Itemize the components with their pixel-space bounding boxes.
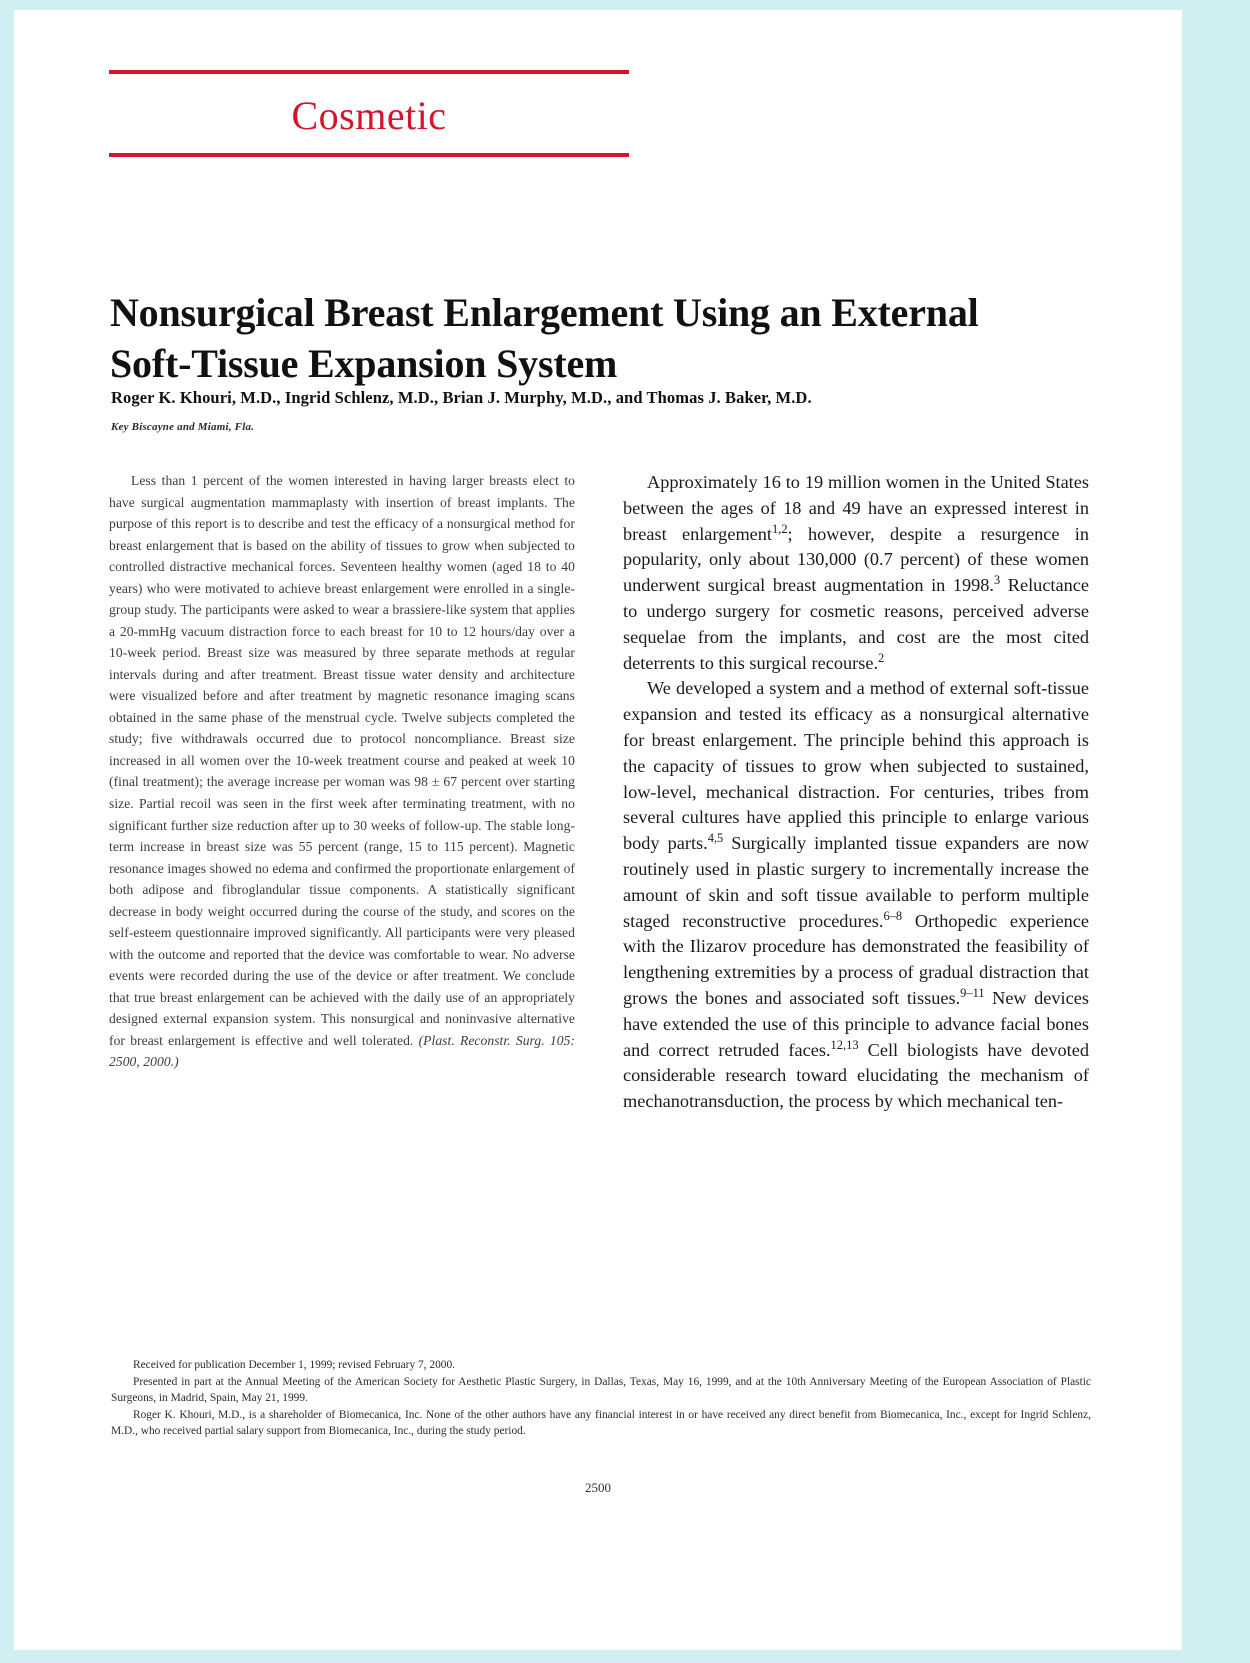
body-p2-part4: New devices have extended the use of this principle to advance facial bones and correct retruded faces. <box>623 987 1089 1060</box>
abstract-paragraph <box>109 470 575 1073</box>
citation-ref-3: 3 <box>994 573 1001 588</box>
abstract-text: Less than 1 percent of the women interested in having larger breasts elect to have surgical augmentation mammaplasty with insertion of breast implants. The purpose of this report is to describe and test the efficacy of a nonsurgical method for breast enlargement that is based on the ability of tissues to grow when subjected to controlled distractive mechanical forces. Seventeen healthy women (aged 18 to 40 years) who were motivated to achieve breast enlargement were enrolled in a single-group study. The participants were asked to wear a brassiere-like system that applies a 20-mmHg vacuum distraction force to each breast for 10 to 12 hours/day over a 10-week period. Breast size was measured by three separate methods at regular intervals during and after treatment. Breast tissue water density and architecture were visualized before and after treatment by magnetic resonance imaging scans obtained in the same phase of the menstrual cycle. Twelve subjects completed the study; five withdrawals occurred due to protocol noncompliance. Breast size increased in all women over the 10-week treatment course and peaked at week 10 (final treatment); the average increase per woman was 98 ± 67 percent over starting size. Partial recoil was seen in the first week after terminating treatment, with no significant further size reduction after up to 30 weeks of follow-up. The stable long-term increase in breast size was 55 percent (range, 15 to 115 percent). Magnetic resonance images showed no edema and confirmed the proportionate enlargement of both adipose and fibroglandular tissue components. A statistically significant decrease in body weight occurred during the course of the study, and scores on the self-esteem questionnaire improved significantly. All participants were very pleased with the outcome and reported that the device was comfortable to wear. No adverse events were recorded during the use of the device or after treatment. We conclude that true breast enlargement can be achieved with the daily use of an appropriately designed external expansion system. This nonsurgical and noninvasive alternative for breast enlargement is effective and well tolerated. <box>109 473 575 1048</box>
section-rule-bottom <box>109 153 629 157</box>
body-paragraph-2 <box>623 676 1089 1115</box>
author-affiliation: Key Biscayne and Miami, Fla. <box>111 421 255 433</box>
body-p2-part1: We developed a system and a method of external soft-tissue expansion and tested its efficacy as a nonsurgical alternative for breast enlargement. The principle behind this approach is the capacity of tissues to grow when subjected to sustained, low-level, mechanical distraction. For centuries, tribes from several cultures have applied this principle to enlarge various body parts. <box>623 678 1089 854</box>
footnote-presented: Presented in part at the Annual Meeting of the American Society for Aesthetic Plastic Surgery, in Dallas, Texas, May 16, 1999, and at the 10th Anniversary Meeting of the European Association of Plastic Surgeons, in Madrid, Spain, May 21, 1999. <box>111 1376 1091 1404</box>
article-authors: Roger K. Khouri, M.D., Ingrid Schlenz, M.D., Brian J. Murphy, M.D., and Thomas J. Baker, M.D. <box>111 388 812 407</box>
citation-ref-2: 2 <box>878 650 885 665</box>
body-p1-part2: ; however, despite a resurgence in popularity, only about 130,000 (0.7 percent) of these women underwent surgical breast augmentation in 1998. <box>623 523 1089 596</box>
citation-ref-1213: 12,13 <box>830 1037 859 1052</box>
section-title: Cosmetic <box>291 93 447 138</box>
abstract-citation: (Plast. Reconstr. Surg. 105: 2500, 2000.) <box>109 1032 575 1070</box>
footnote-disclosure: Roger K. Khouri, M.D., is a shareholder of Biomecanica, Inc. None of the other authors have any financial interest in or have received any direct benefit from Biomecanica, Inc., except for Ingrid Schlenz, M.D., who received partial salary support from Biomecanica, Inc., during the study period. <box>111 1409 1091 1437</box>
citation-ref-1: 1,2 <box>772 521 788 536</box>
body-p1-part3: Reluctance to undergo surgery for cosmetic reasons, perceived adverse sequelae from the implants, and cost are the most cited deterrents to this surgical recourse. <box>623 575 1089 673</box>
paper-page <box>14 10 1182 1650</box>
page-number: 2500 <box>585 1480 611 1495</box>
citation-ref-45: 4,5 <box>707 831 724 846</box>
abstract-column <box>109 470 575 1073</box>
two-column-body <box>109 470 1089 1320</box>
citation-ref-911: 9–11 <box>960 985 985 1000</box>
citation-ref-68: 6–8 <box>883 908 903 923</box>
section-header <box>109 70 629 157</box>
article-title: Nonsurgical Breast Enlargement Using an External Soft-Tissue Expansion System <box>110 289 979 386</box>
introduction-column <box>623 470 1089 1115</box>
footnote-received: Received for publication December 1, 1999; revised February 7, 2000. <box>133 1359 456 1371</box>
body-paragraph-1 <box>623 470 1089 676</box>
body-p2-part2: Surgically implanted tissue expanders are now routinely used in plastic surgery to incrementally increase the amount of skin and soft tissue available to perform multiple staged reconstructive procedures. <box>623 833 1089 931</box>
body-p1-part1: Approximately 16 to 19 million women in the United States between the ages of 18 and 49 have an expressed interest in breast enlargement <box>623 472 1089 544</box>
body-p2-part5: Cell biologists have devoted considerable research toward elucidating the mechanism of mechanotransduction, the process by which mechanical ten- <box>623 1039 1089 1112</box>
footnotes-block <box>111 1358 1091 1441</box>
body-p2-part3: Orthopedic experience with the Ilizarov procedure has demonstrated the feasibility of lengthening extremities by a process of gradual distraction that grows the bones and associated soft tissues. <box>623 910 1089 1008</box>
